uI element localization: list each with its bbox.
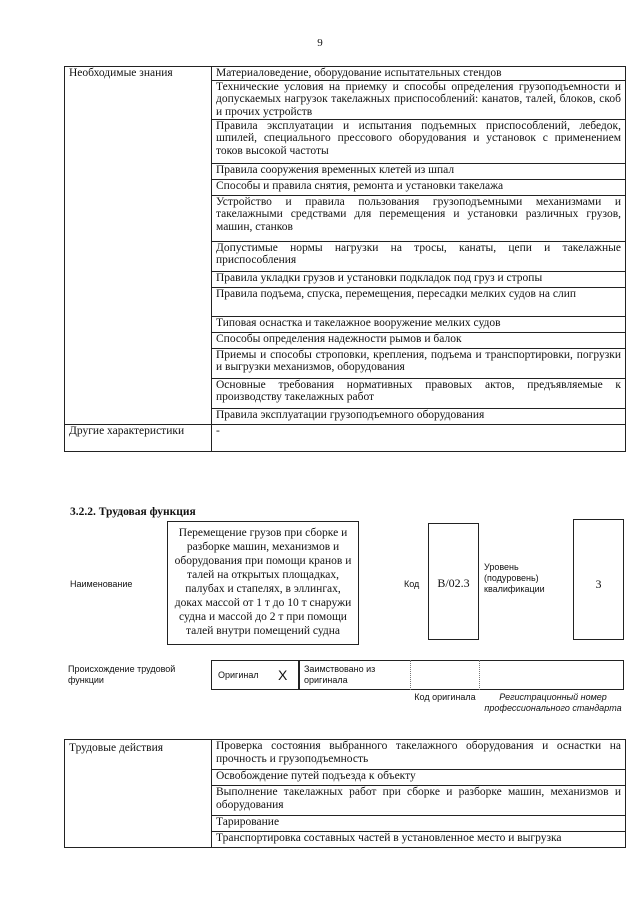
knowledge-label: Необходимые знания [65, 67, 212, 425]
knowledge-item: Материаловедение, оборудование испытательных стендов [212, 67, 626, 81]
knowledge-item: Устройство и правила пользования грузоподъемными механизмами и такелажными средствами для перемещения и установки различных грузов, машин, станков [212, 195, 626, 241]
knowledge-item: Правила укладки грузов и установки подкладок под груз и стропы [212, 271, 626, 287]
other-characteristics-value: - [212, 424, 626, 451]
knowledge-item: Допустимые нормы нагрузки на тросы, канаты, цепи и такелажные приспособления [212, 241, 626, 271]
action-item: Освобождение путей подъезда к объекту [212, 770, 626, 786]
knowledge-item: Правила эксплуатации грузоподъемного оборудования [212, 408, 626, 424]
level-label: Уровень (подуровень) квалификации [484, 562, 545, 594]
knowledge-item: Способы определения надежности рымов и балок [212, 332, 626, 348]
origin-divider [479, 660, 480, 690]
knowledge-item: Основные требования нормативных правовых актов, предъявляемые к производству такелажных работ [212, 378, 626, 408]
level-value: 3 [595, 577, 602, 591]
original-label: Оригинал [218, 670, 259, 680]
knowledge-item: Правила эксплуатации и испытания подъемных приспособлений, лебедок, шпилей, специального прессового оборудования и установок с применением токов высокой частоты [212, 119, 626, 163]
actions-label: Трудовые действия [65, 740, 212, 848]
knowledge-item: Правила подъема, спуска, перемещения, пересадки мелких судов на слип [212, 287, 626, 316]
knowledge-item: Технические условия на приемку и способы определения грузоподъемности и допускаемых нагрузок такелажных приспособлений: канатов, талей, блоков, скоб и прочих устройств [212, 80, 626, 119]
code-label: Код [404, 579, 420, 589]
knowledge-item: Типовая оснастка и такелажное вооружение мелких судов [212, 316, 626, 332]
section-title: 3.2.2. Трудовая функция [70, 506, 196, 518]
knowledge-table [64, 66, 626, 452]
name-label: Наименование [70, 579, 133, 589]
code-value: B/02.3 [437, 576, 470, 590]
original-mark: X [278, 667, 288, 683]
origin-label: Происхождение трудовой функции [68, 664, 176, 685]
code-box [428, 523, 479, 640]
borrowed-label: Заимствовано из оригинала [304, 664, 376, 685]
reg-caption: Регистрационный номер профессионального стандарта [484, 692, 622, 713]
function-name-box [167, 521, 359, 645]
other-characteristics-label: Другие характеристики [65, 424, 212, 451]
action-item: Тарирование [212, 816, 626, 832]
action-item: Транспортировка составных частей в установленное место и выгрузка [212, 832, 626, 848]
knowledge-item: Правила сооружения временных клетей из шпал [212, 163, 626, 179]
borrowed-cell [299, 660, 624, 690]
level-box [573, 519, 624, 640]
origin-divider [410, 660, 411, 690]
action-item: Выполнение такелажных работ при сборке и разборке машин, механизмов и оборудования [212, 786, 626, 816]
function-name: Перемещение грузов при сборке и разборке машин, механизмов и оборудования при помощи кранов и талей на открытых площадках, палубах и стапелях, в эллингах, доках массой от 1 т до 10 т снаружи судна и массой до 2 т при помощи талей внутри помещений судна [174, 527, 352, 637]
original-cell [211, 660, 299, 690]
actions-table [64, 739, 626, 848]
code-caption: Код оригинала [414, 692, 476, 702]
action-item: Проверка состояния выбранного такелажного оборудования и оснастки на прочность и грузоподъемность [212, 740, 626, 770]
page-number: 9 [317, 37, 323, 49]
knowledge-item: Способы и правила снятия, ремонта и установки такелажа [212, 179, 626, 195]
knowledge-item: Приемы и способы строповки, крепления, подъема и транспортировки, погрузки и выгрузки механизмов, оборудования [212, 348, 626, 378]
